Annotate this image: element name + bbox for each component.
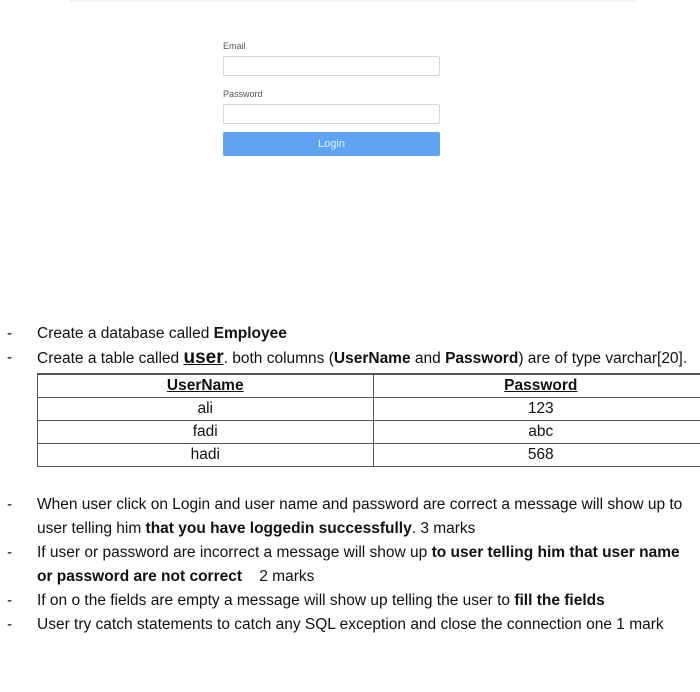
table-cell: ali: [38, 398, 374, 421]
password-label: Password: [223, 89, 263, 99]
table-cell: 568: [373, 444, 700, 467]
table-row: [38, 421, 700, 444]
assignment-instructions: [0, 322, 700, 637]
login-form: [223, 38, 441, 156]
table-name: user: [183, 347, 224, 368]
list-item: - If user or password are incorrect a message will show up to user telling him that user name or password are not correct 2 marks: [7, 544, 680, 585]
email-input[interactable]: [223, 56, 440, 76]
top-divider: [70, 0, 635, 2]
table-row: [38, 398, 700, 421]
list-item: - If on o the fields are empty a message will show up telling the user to fill the fields: [7, 592, 605, 609]
login-button[interactable]: Login: [223, 132, 440, 156]
password-input[interactable]: [223, 104, 440, 124]
table-cell: fadi: [38, 421, 374, 444]
table-header-row: [38, 374, 700, 398]
list-item: - Create a database called Employee: [7, 325, 287, 342]
list-item: - Create a table called user. both columns (UserName and Password) are of type varchar[20].: [7, 347, 688, 368]
table-row: [38, 444, 700, 467]
user-table: [37, 373, 700, 467]
list-item: - When user click on Login and user name and password are correct a message will show up to user telling him that you have loggedin successfully. 3 marks: [7, 496, 683, 537]
list-item: - User try catch statements to catch any SQL exception and close the connection one 1 mark: [7, 616, 664, 633]
email-label: Email: [223, 41, 246, 51]
table-cell: abc: [373, 421, 700, 444]
table-cell: hadi: [38, 444, 374, 467]
column-header-password: Password: [373, 374, 700, 398]
column-header-username: UserName: [38, 374, 374, 398]
table-cell: 123: [373, 398, 700, 421]
